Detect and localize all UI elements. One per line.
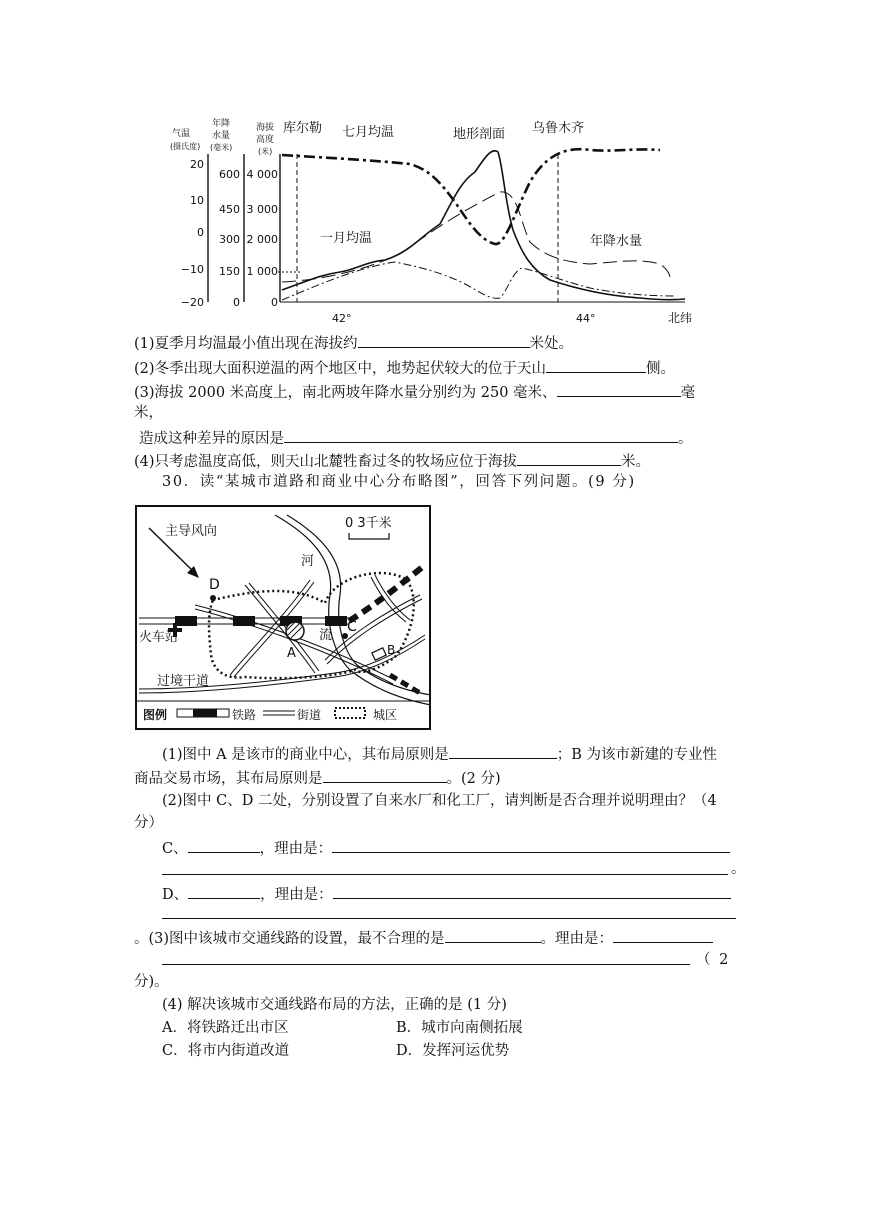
q30-3-stem: 。(3)图中该城市交通线路的设置，最不合理的是: [134, 931, 445, 947]
alt-axis-unit: (米): [258, 147, 273, 156]
q29-3b-stem: 造成这种差异的原因是: [139, 431, 284, 447]
alt-tick: 4 000: [246, 168, 278, 181]
q30-2-c-line: [162, 837, 730, 859]
q30-3-reason-line-2[interactable]: [162, 964, 690, 965]
q30-1-stem-2: 商品交易市场，其布局原则是: [134, 771, 323, 787]
q30-2-d-label: D、: [162, 887, 189, 903]
jan-temp-line: [282, 262, 675, 300]
q29-3-stem: (3)海拔 2000 米高度上，南北两坡年降水量分别约为 250 毫米、: [134, 385, 557, 401]
q29-1-answer-blank[interactable]: [358, 332, 530, 348]
temp-axis-title: 气温: [172, 129, 191, 139]
urumqi-label: 乌鲁木齐: [532, 121, 585, 136]
kuerle-label: 库尔勒: [283, 121, 323, 136]
precip-tick: 150: [219, 265, 240, 278]
temp-tick: 20: [190, 158, 204, 171]
q29-item-1: [134, 332, 573, 354]
q29-item-3: [134, 381, 695, 403]
q29-item-3b: [139, 427, 693, 449]
precip-tick: 300: [219, 233, 240, 246]
q30-4-option-a[interactable]: A．将铁路迁出市区: [162, 1020, 289, 1036]
q30-1-tail: 。(2 分): [446, 771, 501, 787]
wind-direction-label: 主导风向: [165, 524, 218, 539]
highway-label: 过境干道: [157, 674, 210, 689]
temp-axis-unit: (摄氏度): [170, 142, 201, 151]
q30-1-answer-blank-a[interactable]: [449, 743, 557, 759]
precip-tick: 0: [233, 296, 240, 309]
jan-temp-label: 一月均温: [320, 231, 373, 246]
precip-axis-title-2: 水量: [212, 131, 231, 141]
q30-1-line1: [162, 743, 717, 765]
alt-axis-title: 海拔: [256, 123, 275, 133]
q30-2-d-line: [162, 883, 731, 905]
q30-2-stem: (2)图中 C、D 二处，分别设置了自来水厂和化工厂，请判断是否合理并说明理由？（4: [162, 793, 717, 809]
q30-1-mid: ；B 为该市新建的专业性: [556, 747, 717, 763]
north-lat-label: 北纬: [668, 311, 693, 325]
q30-3-score: （ 2: [696, 952, 731, 968]
point-b-label: B: [387, 643, 396, 657]
city-map-figure: [135, 505, 431, 730]
point-d-label: D: [209, 577, 220, 593]
q30-4-option-c[interactable]: C．将市内街道改道: [162, 1043, 290, 1059]
july-temp-line: [282, 149, 660, 244]
q30-2-c-end: 。: [731, 861, 746, 877]
temp-tick: −20: [180, 296, 204, 309]
q29-item-4: [134, 450, 650, 472]
temp-tick: 0: [197, 226, 204, 239]
alt-tick: 2 000: [246, 233, 278, 246]
q29-3b-tail: 。: [678, 431, 693, 447]
q30-2-c-judge-blank[interactable]: [188, 837, 260, 853]
q30-2-c-label: C、: [162, 841, 188, 857]
q29-2-stem: (2)冬季出现大面积逆温的两个地区中，地势起伏较大的位于天山: [134, 361, 547, 377]
terrain-profile-line: [282, 151, 685, 300]
annual-precip-label: 年降水量: [590, 234, 643, 249]
temp-tick: 10: [190, 194, 204, 207]
q29-3b-answer-blank[interactable]: [284, 427, 678, 443]
precip-tick: 450: [219, 203, 240, 216]
q29-item-2: [134, 357, 675, 379]
lat-42-label: 42°: [332, 312, 352, 325]
q30-3-score-cont: 分)。: [134, 974, 169, 990]
alt-tick: 1 000: [246, 265, 278, 278]
q29-2-tail: 侧。: [646, 361, 676, 377]
q29-4-answer-blank[interactable]: [517, 450, 621, 466]
legend-title: 图例: [143, 708, 168, 722]
q30-3-line: [134, 927, 713, 949]
precip-axis-title: 年降: [212, 119, 231, 129]
alt-tick: 0: [271, 296, 278, 309]
q30-1-stem: (1)图中 A 是该市的商业中心，其布局原则是: [162, 747, 449, 763]
precip-tick: 600: [219, 168, 240, 181]
q30-3-reason-blank[interactable]: [613, 927, 713, 943]
q30-2-c-reason-blank[interactable]: [332, 837, 730, 853]
q30-1-line2: [134, 767, 501, 789]
temp-tick: −10: [180, 263, 204, 276]
climate-profile-figure: [170, 112, 700, 330]
terrain-label: 地形剖面: [453, 127, 506, 142]
alt-axis-title-2: 高度: [256, 135, 275, 145]
july-temp-label: 七月均温: [342, 125, 395, 140]
point-d-marker: [210, 595, 216, 601]
point-a-label: A: [287, 646, 296, 661]
river-label-1: 河: [301, 554, 315, 569]
q30-title: 30．读“某城市道路和商业中心分布略图”，回答下列问题。(9 分): [162, 474, 636, 490]
q30-4-option-b[interactable]: B．城市向南侧拓展: [396, 1020, 523, 1036]
q29-item-3-cont: [134, 403, 163, 423]
legend-rail: 铁路: [232, 708, 257, 722]
q29-3-unit-cont: 米，: [134, 405, 163, 421]
point-a-marker: [286, 622, 304, 640]
station-label: 火车站: [139, 630, 179, 645]
q29-1-stem: (1)夏季月均温最小值出现在海拔约: [134, 336, 358, 352]
legend-street: 街道: [297, 708, 322, 722]
q29-3-answer-blank[interactable]: [557, 381, 681, 397]
q30-2-c-reason-line-2[interactable]: [162, 874, 728, 875]
river-label-2: 流: [319, 628, 333, 643]
q30-3-reason-label: 。理由是：: [540, 931, 614, 947]
q30-2-d-reason-label: ，理由是：: [260, 887, 333, 903]
q29-1-tail: 米处。: [529, 336, 574, 352]
legend-city: 城区: [373, 708, 398, 722]
q30-2-c-reason-label: ，理由是：: [259, 841, 333, 857]
q29-4-stem: (4)只考虑温度高低，则天山北麓牲畜过冬的牧场应位于海拔: [134, 454, 518, 470]
q30-2-stem-cont: 分）: [134, 815, 163, 831]
alt-tick: 3 000: [246, 203, 278, 216]
lat-44-label: 44°: [576, 312, 596, 325]
precip-axis-unit: (毫米): [210, 143, 233, 152]
q30-4-stem: (4) 解决该城市交通线路布局的方法，正确的是 (1 分): [162, 997, 507, 1013]
q30-2-d-reason-blank[interactable]: [333, 883, 731, 899]
q30-3-answer-blank[interactable]: [445, 927, 541, 943]
q29-3-unit: 毫: [680, 385, 696, 401]
scale-label: 0 3千米: [345, 516, 392, 531]
point-c-label: C: [347, 619, 357, 635]
q30-1-answer-blank-b[interactable]: [323, 767, 447, 783]
q30-2-d-reason-line-2[interactable]: [162, 918, 736, 919]
q30-2-d-judge-blank[interactable]: [188, 883, 260, 899]
q29-4-tail: 米。: [621, 454, 651, 470]
q29-2-answer-blank[interactable]: [546, 357, 646, 373]
q30-4-option-d[interactable]: D．发挥河运优势: [396, 1043, 510, 1059]
